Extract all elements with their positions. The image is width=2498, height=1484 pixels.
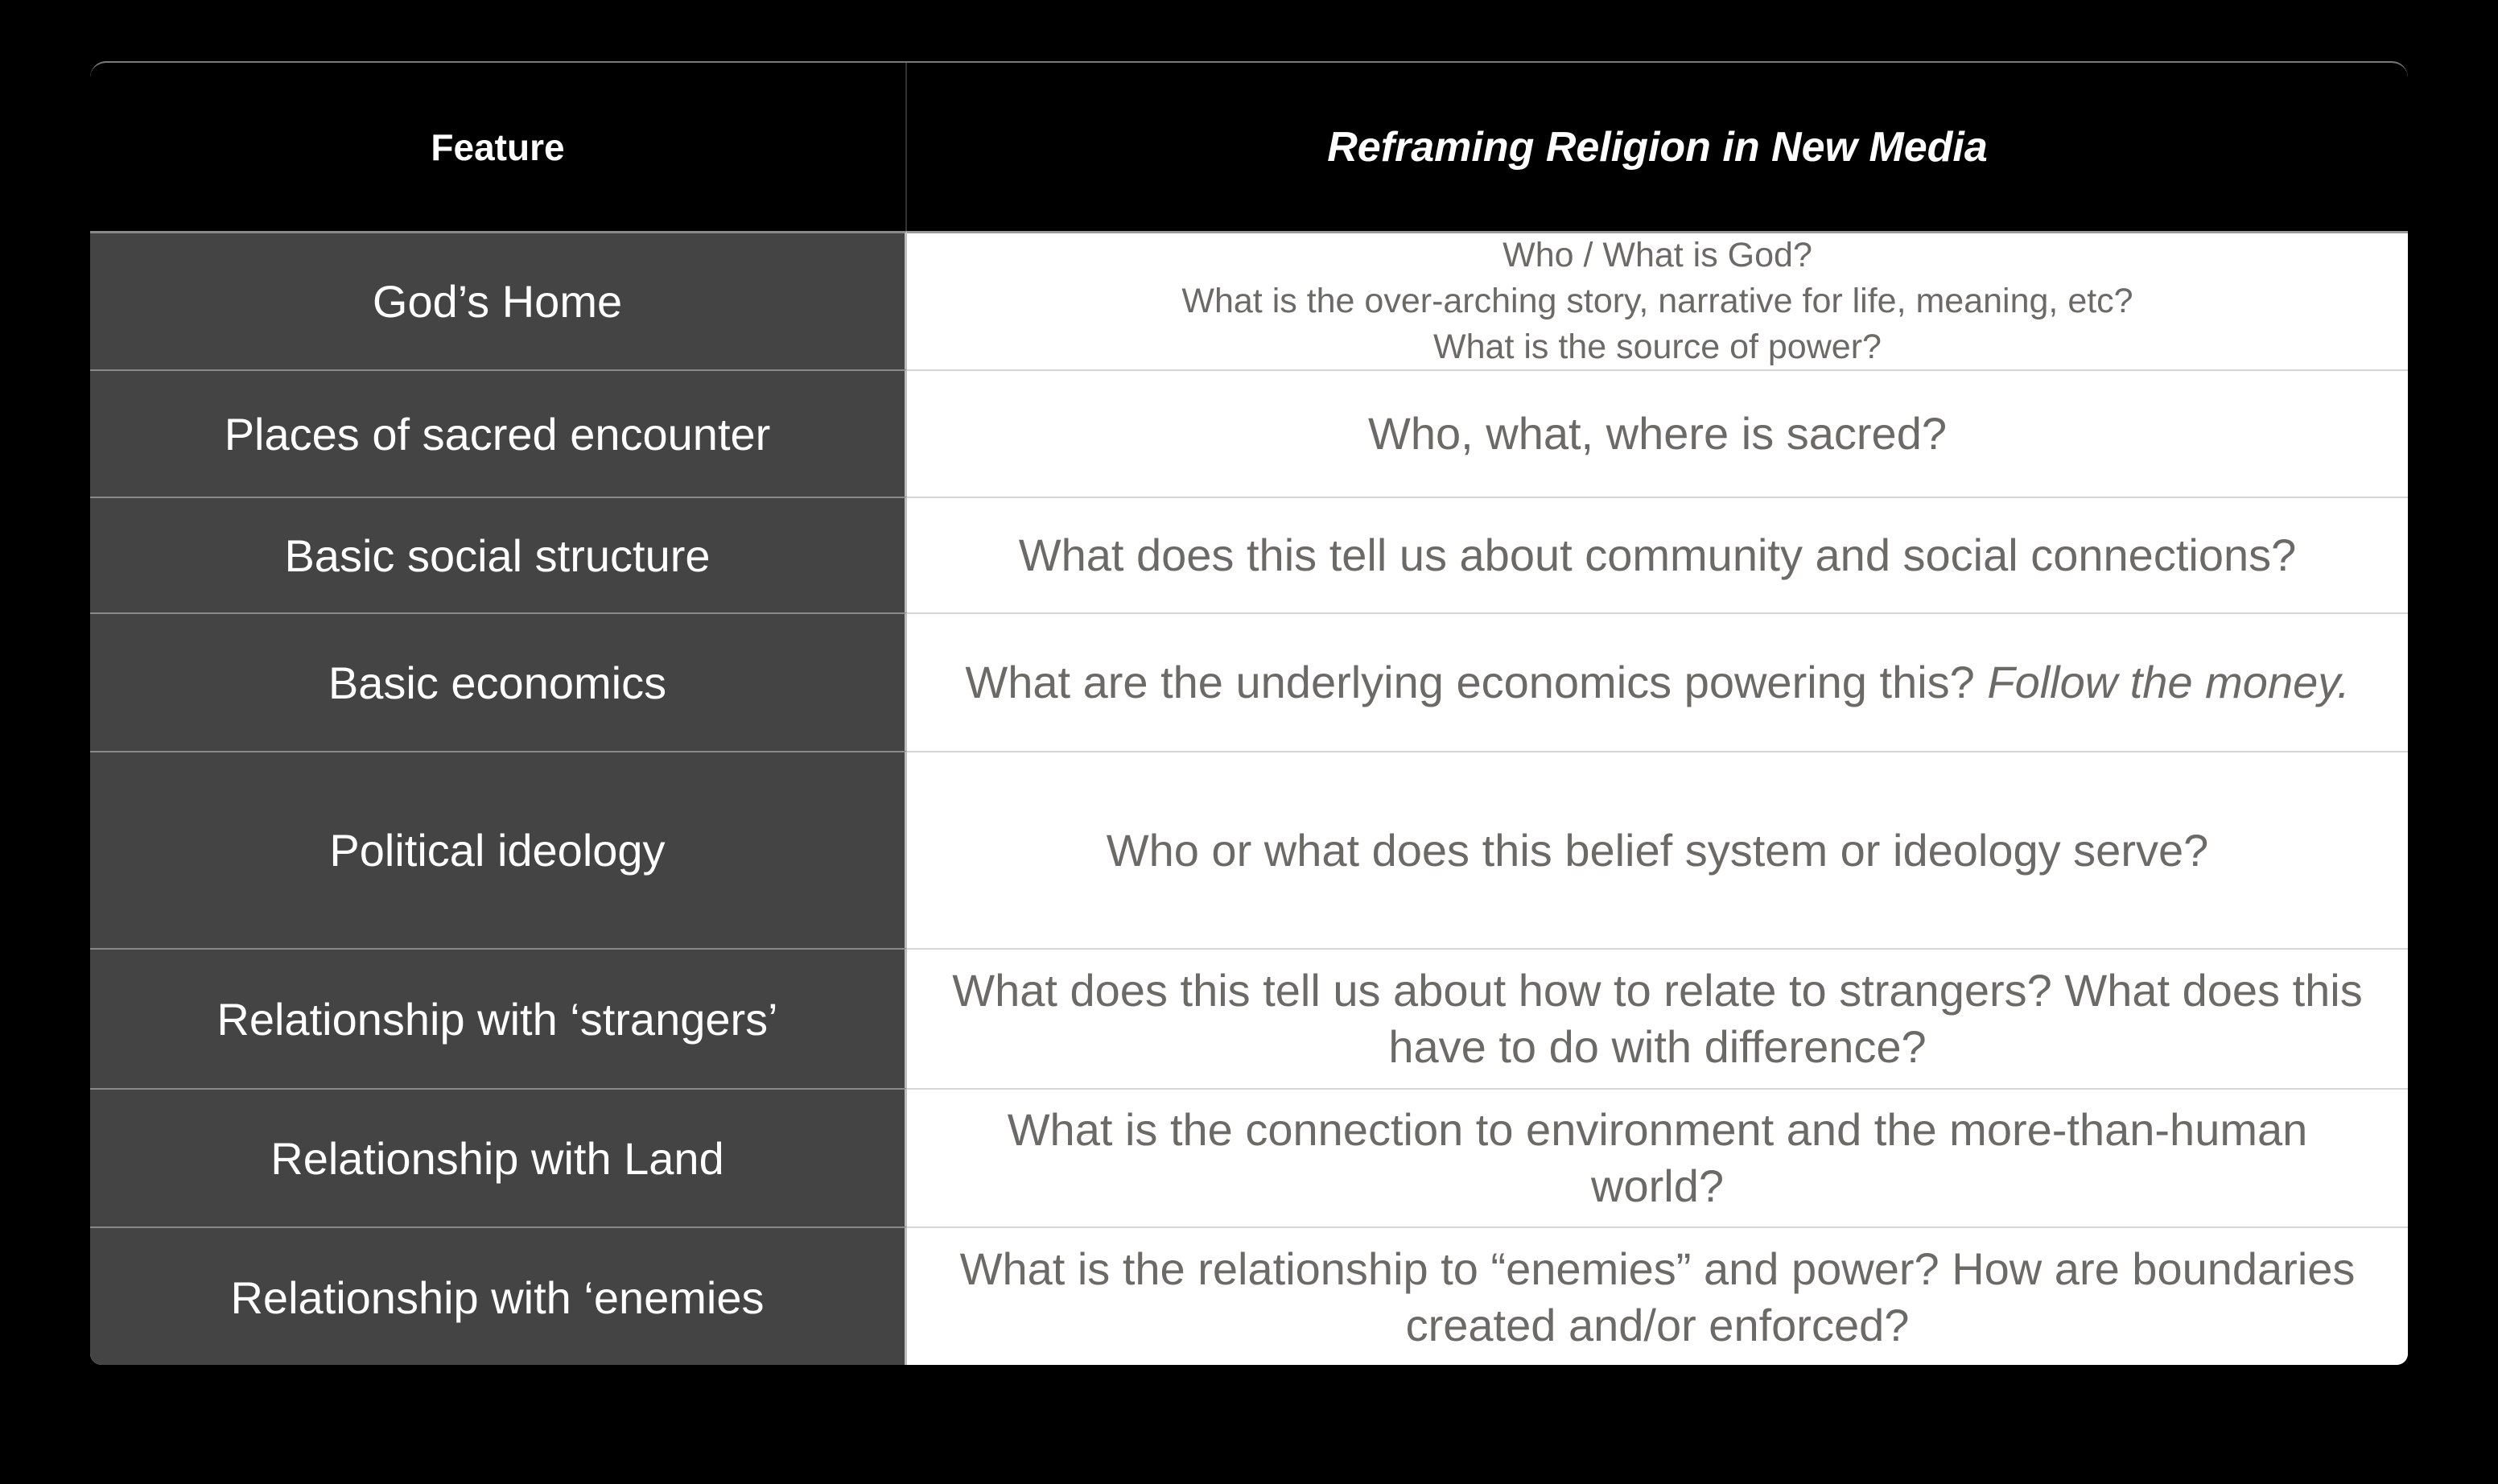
question-cell: What is the relationship to “enemies” and power? How are boundaries created and/or enforced? (907, 1226, 2408, 1365)
table-row (90, 948, 2408, 1088)
question-cell: What does this tell us about how to relate to strangers? What does this have to do with difference? (907, 948, 2408, 1088)
table-header (90, 63, 2408, 231)
feature-cell: Political ideology (90, 751, 907, 948)
header-title: Reframing Religion in New Media (1327, 123, 1988, 171)
question-text: What are the underlying economics powering this? (965, 657, 1975, 707)
feature-cell: Relationship with ‘strangers’ (90, 948, 907, 1088)
table-row (90, 1226, 2408, 1365)
feature-cell: Places of sacred encounter (90, 369, 907, 497)
feature-cell: Basic economics (90, 612, 907, 751)
question-cell: Who, what, where is sacred? (907, 369, 2408, 497)
header-feature: Feature (90, 63, 907, 231)
table-row (90, 612, 2408, 751)
question-cell: Who or what does this belief system or ideology serve? (907, 751, 2408, 948)
feature-cell: Relationship with ‘enemies (90, 1226, 907, 1365)
table-row (90, 1088, 2408, 1226)
question-cell: What does this tell us about community and social connections? (907, 497, 2408, 612)
feature-cell: Relationship with Land (90, 1088, 907, 1226)
table-row (90, 751, 2408, 948)
question-line: Who / What is God? (1503, 236, 1812, 274)
table-row (90, 369, 2408, 497)
table-row (90, 231, 2408, 369)
table-row (90, 497, 2408, 612)
question-cell: What is the connection to environment and the more-than-human world? (907, 1088, 2408, 1226)
question-line: What is the over-arching story, narrative for life, meaning, etc? (1181, 282, 2133, 320)
feature-cell: God’s Home (90, 231, 907, 369)
framework-table (90, 61, 2408, 1365)
question-cell (907, 231, 2408, 369)
question-line: What is the source of power? (1433, 328, 1882, 366)
question-emphasis: Follow the money. (1987, 657, 2350, 707)
question-cell (907, 612, 2408, 751)
feature-cell: Basic social structure (90, 497, 907, 612)
